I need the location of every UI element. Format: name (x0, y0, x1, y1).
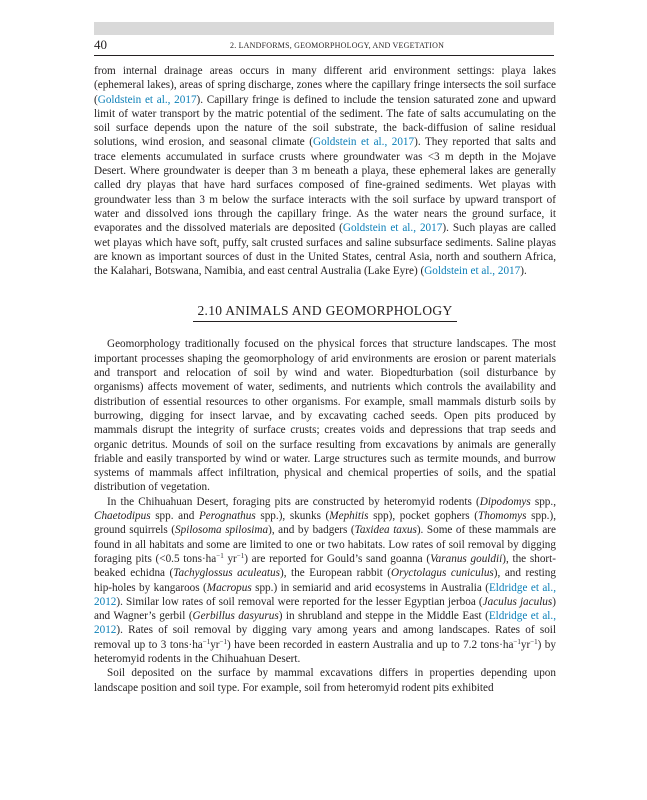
page-number: 40 (94, 37, 107, 52)
header-rule (94, 55, 554, 56)
section-heading (94, 303, 556, 322)
citation-link[interactable]: Eldridge et al., 2012 (94, 581, 557, 608)
species-name: Thomomys (478, 510, 527, 523)
citation-link[interactable]: Goldstein et al., 2017 (424, 265, 521, 278)
body-paragraph-3: Soil deposited on the surface by mammal excavations differs in properties depending upon landscape position and soil type. For example, soil from heteromyid rodent pits exhibited (94, 667, 556, 694)
species-name: Spilosoma spilosima (175, 524, 269, 537)
species-name: Macropus (206, 581, 252, 594)
intro-paragraph: from internal drainage areas occurs in many different arid environment settings: playa lakes (ephemeral lakes), areas of spring discharge, zones where the capillary fringe intersects the soil surface (Goldstein et al., 2017). Capillary fringe is defined to include the tension saturated zone and upward limit of water transport by the matric potential of the sediment. The fate of salts accumulating on the soil surface depends upon the nature of the soil substrate, the back-diffusion of saline residual solutions, wind erosion, and seasonal climate (Goldstein et al., 2017). They reported that salts and trace elements accumulated in surface crusts where groundwater was <3 m depth in the Mojave Desert. Where groundwater is deeper than 3 m beneath a playa, these ephemeral lakes are generally called dry playas that have hard surfaces composed of fine-grained sediments. Wet playas with groundwater less than 3 m below the surface interacts with the soil surface by upward transport of water and dissolved ions through the capillary fringe. As the water nears the ground surface, it evaporates and the dissolved materials are deposited (Goldstein et al., 2017). Such playas are called wet playas which have soft, puffy, salt crusted surfaces and saline subsurface sediments. Saline playas are known as important sources of dust in the United States, central Asia, north and southern Africa, the Kalahari, Botswana, Namibia, and east central Australia (Lake Eyre) (Goldstein et al., 2017). (94, 65, 557, 278)
section-title: 2.10 ANIMALS AND GEOMORPHOLOGY (193, 303, 456, 322)
species-name: Tachyglossus aculeatus (173, 567, 280, 580)
species-name: Varanus gouldii (430, 552, 503, 565)
citation-link[interactable]: Goldstein et al., 2017 (313, 136, 415, 149)
species-name: Gerbillus dasyurus (192, 610, 279, 623)
species-name: Taxidea taxus (354, 524, 417, 537)
citation-link[interactable]: Goldstein et al., 2017 (97, 93, 197, 106)
species-name: Perognathus (198, 510, 256, 523)
body-paragraph-1: Geomorphology traditionally focused on the physical forces that structure landscapes. The most important processes shaping the geomorphology of arid environments are erosion or parent materials and transport and relocation of soil by wind and water. Biopedturbation (soil disturbance by organisms) affects movement of water, sediments, and nutrients which controls the availability and distribution of essential resources to other organisms. For example, small mammals disturb soils by burrowing, digging for insect larvae, and by excavating cached seeds. Open pits produced by mammals disrupt the integrity of surface crusts; creates voids and depressions that trap seeds and organic detritus. Mounds of soil on the surface resulting from excavations by animals are generally friable and easily transported by wind or water. Large structures such as termite mounds, and burrow systems of mammals affect infiltration, physical and chemical properties of soils, and the spatial distribution of vegetation. (94, 338, 556, 494)
citation-link[interactable]: Goldstein et al., 2017 (342, 222, 443, 235)
top-margin-bar (94, 22, 554, 35)
page-body (94, 64, 556, 695)
species-name: Chaetodipus (94, 510, 151, 523)
body-paragraph-2: In the Chihuahuan Desert, foraging pits are constructed by heteromyid rodents (Dipodomys spp., Chaetodipus spp. and Perognathus spp.), skunks (Mephitis spp), pocket gophers (Thomomys spp.), ground squirrels (Spilosoma spilosima), and by badgers (Taxidea taxus). Some of these mammals are found in all habitats and some are limited to one or two habitats. Low rates of soil removal by digging foraging pits (<0.5 $tons\cdot ha^{-1}$ $yr^{-1}$) are reported for Gould’s sand goanna (Varanus gouldii), the short-beaked echidna (Tachyglossus aculeatus), the European rabbit (Oryctolagus cuniculus), and resting hip-holes by kangaroos (Macropus spp.) in semiarid and arid ecosystems in Australia (Eldridge et al., 2012). Similar low rates of soil removal were reported for the lesser Egyptian jerboa (Jaculus jaculus) and Wagner’s gerbil (Gerbillus dasyurus) in shrubland and steppe in the Middle East (Eldridge et al., 2012). Rates of soil removal by digging vary among years and among landscapes. Rates of soil removal up to 3 $tons\cdot ha^{-1}yr^{-1}$) have been recorded in eastern Australia and up to 7.2 $tons\cdot ha^{-1}yr^{-1}$) by heteromyid rodents in the Chihuahuan Desert. (94, 495, 557, 665)
citation-link[interactable]: Eldridge et al., 2012 (94, 610, 557, 637)
species-name: Jaculus jaculus (482, 595, 553, 608)
species-name: Oryctolagus cuniculus (391, 567, 494, 580)
running-head: 2. LANDFORMS, GEOMORPHOLOGY, AND VEGETATION (230, 41, 445, 50)
species-name: Dipodomys (479, 495, 531, 508)
species-name: Mephitis (329, 510, 369, 523)
